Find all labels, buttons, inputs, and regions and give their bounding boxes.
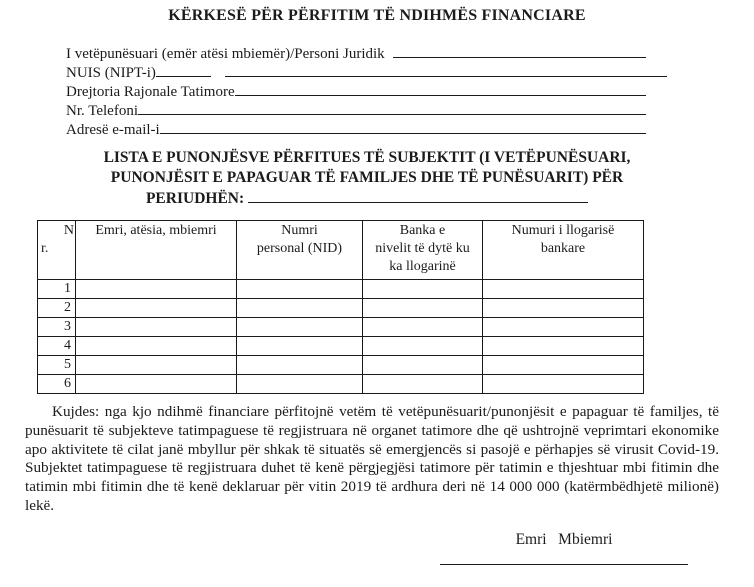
telefoni-label: Nr. Telefoni xyxy=(66,103,138,119)
cell-llogaria xyxy=(483,356,644,375)
email-input-line xyxy=(160,119,646,134)
drejtoria-label: Drejtoria Rajonale Tatimore xyxy=(66,84,235,100)
field-row-drejtoria xyxy=(66,81,646,100)
cell-emri xyxy=(76,356,237,375)
header-nid: Numri personal (NID) xyxy=(237,221,363,280)
table-row xyxy=(38,318,644,337)
table-row xyxy=(38,280,644,299)
signature-block xyxy=(440,531,688,565)
field-row-telefoni xyxy=(66,100,646,119)
cell-banka xyxy=(363,280,483,299)
applicant-input-line xyxy=(393,43,646,58)
cell-nid xyxy=(237,318,363,337)
signature-name-label: Emri Mbiemri xyxy=(515,531,613,548)
cell-llogaria xyxy=(483,318,644,337)
cell-nid xyxy=(237,299,363,318)
employees-table xyxy=(37,220,644,394)
header-banka: Banka e nivelit të dytë ku ka llogarinë xyxy=(363,221,483,280)
table-header-row xyxy=(38,221,644,280)
row-number: 3 xyxy=(38,318,76,337)
applicant-label: I vetëpunësuari (emër atësi mbiemër)/Personi Juridik xyxy=(66,46,385,62)
list-heading xyxy=(77,148,657,209)
cell-emri xyxy=(76,337,237,356)
cell-banka xyxy=(363,337,483,356)
cell-banka xyxy=(363,318,483,337)
row-number: 6 xyxy=(38,375,76,394)
cell-nid xyxy=(237,356,363,375)
field-row-email xyxy=(66,119,646,138)
period-input-line xyxy=(248,188,588,203)
header-emri: Emri, atësia, mbiemri xyxy=(76,221,237,280)
page-title: KËRKESË PËR PËRFITIM TË NDIHMËS FINANCIARE xyxy=(168,7,586,24)
table-row xyxy=(38,356,644,375)
row-number: 4 xyxy=(38,337,76,356)
list-heading-period-row xyxy=(77,188,657,209)
cell-emri xyxy=(76,299,237,318)
email-label: Adresë e-mail-i xyxy=(66,122,160,138)
signature-line xyxy=(440,564,688,565)
cell-nid xyxy=(237,280,363,299)
cell-llogaria xyxy=(483,375,644,394)
cell-llogaria xyxy=(483,337,644,356)
row-number: 5 xyxy=(38,356,76,375)
cell-nid xyxy=(237,375,363,394)
table-row xyxy=(38,299,644,318)
cell-emri xyxy=(76,280,237,299)
table-row xyxy=(38,337,644,356)
row-number: 1 xyxy=(38,280,76,299)
drejtoria-input-line xyxy=(235,81,646,96)
cell-nid xyxy=(237,337,363,356)
nuis-input-line-long xyxy=(225,62,667,77)
cell-banka xyxy=(363,299,483,318)
period-label: PERIUDHËN: xyxy=(145,190,249,207)
table-row xyxy=(38,375,644,394)
header-nr: N r. xyxy=(38,221,76,280)
cell-banka xyxy=(363,375,483,394)
applicant-fields xyxy=(66,43,667,138)
telefoni-input-line xyxy=(138,100,646,115)
header-llogaria: Numuri i llogarisë bankare xyxy=(483,221,644,280)
cell-banka xyxy=(363,356,483,375)
list-heading-line1: LISTA E PUNONJËSVE PËRFITUES TË SUBJEKTIT (I VETËPUNËSUARI, xyxy=(103,149,631,166)
row-number: 2 xyxy=(38,299,76,318)
field-row-nuis xyxy=(66,62,667,81)
nuis-input-line-short xyxy=(156,62,211,77)
notice-paragraph: Kujdes: nga kjo ndihmë financiare përfitojnë vetëm të vetëpunësuarit/punonjësit e papaguar të familjes, të punësuarit të subjekteve tatimpaguese të regjistruara në organet tatimore dhe që ushtrojnë veprimtari ekonomike apo aktivitete të cilat janë mbyllur për shkak të situatës së emergjencës si pasojë e përhapjes së virusit Covid-19. Subjektet tatimpaguese të regjistruara duhet të kenë përgjegjësi tatimore për tatimin e thjeshtuar mbi fitimin dhe tatimin mbi fitimin dhe të kenë deklaruar për vitin 2019 të ardhura deri në 14 000 000 (katërmbëdhjetë milionë) lekë. xyxy=(25,403,719,514)
list-heading-line2: PUNONJËSIT E PAPAGUAR TË FAMILJES DHE TË PUNËSUARIT) PËR xyxy=(110,169,624,186)
field-row-applicant xyxy=(66,43,646,62)
cell-llogaria xyxy=(483,299,644,318)
nuis-label: NUIS (NIPT-i) xyxy=(66,65,156,81)
cell-emri xyxy=(76,375,237,394)
cell-emri xyxy=(76,318,237,337)
cell-llogaria xyxy=(483,280,644,299)
